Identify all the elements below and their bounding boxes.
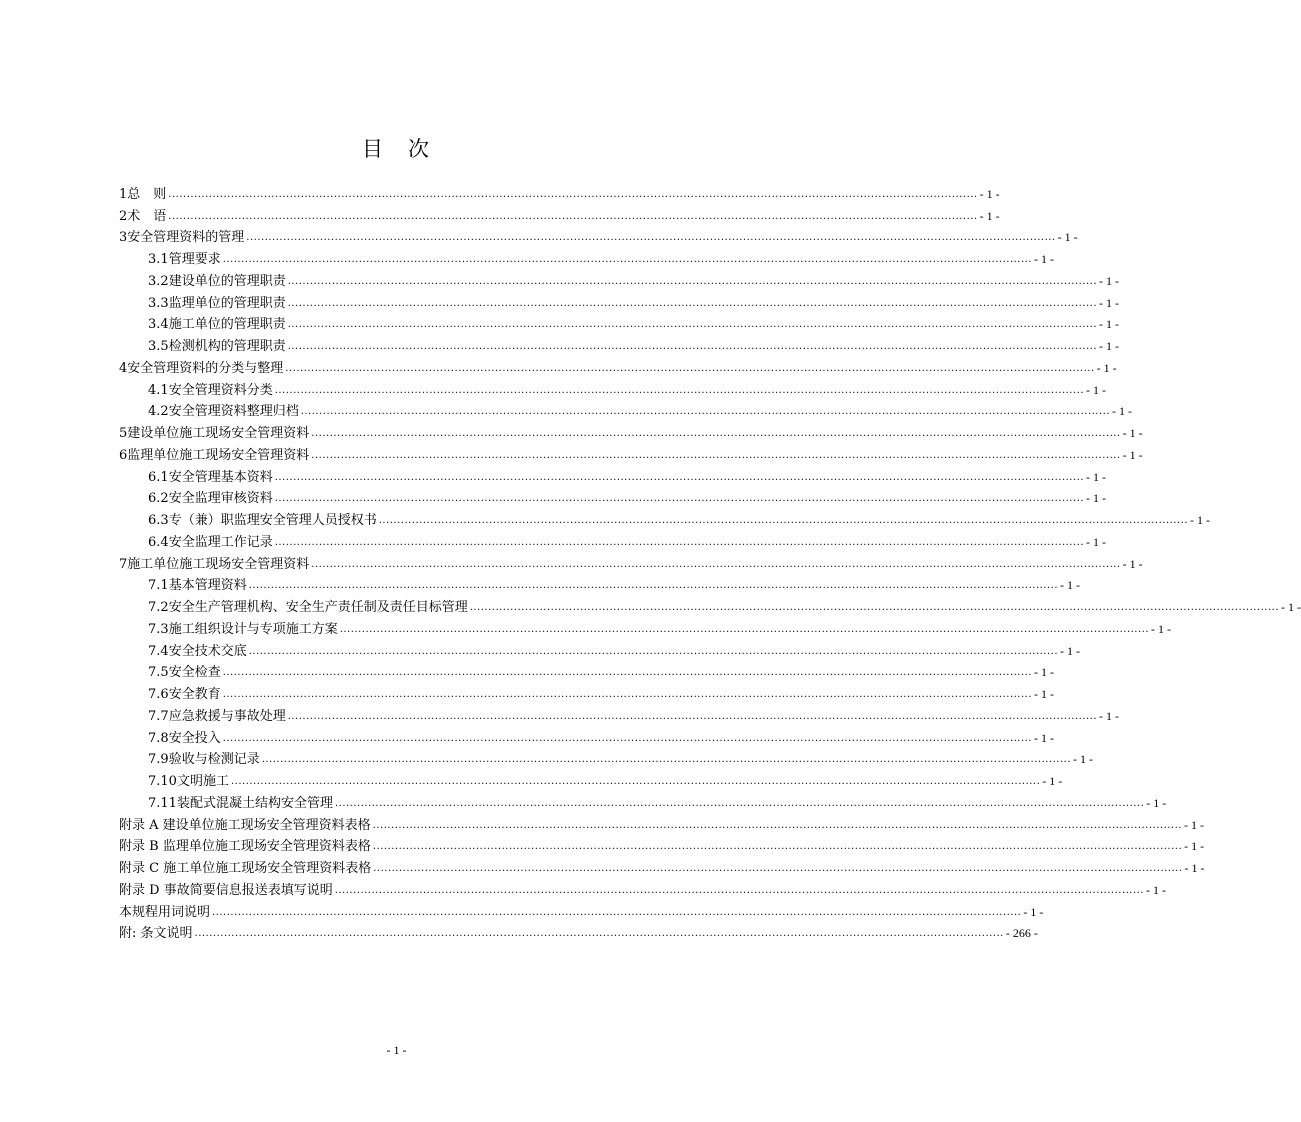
toc-entry-page: - 1 - [1122, 556, 1143, 571]
page-title: 目 次 [362, 137, 431, 161]
toc-entry-page: - 1 - [1099, 295, 1120, 310]
toc-entry-page: - 1 - [1086, 382, 1107, 397]
toc-entry-number: 7.11 [148, 795, 177, 811]
toc-entry[interactable] [119, 813, 1204, 835]
toc-entry[interactable] [119, 595, 1301, 617]
toc-entry-page: - 1 - [1122, 426, 1143, 440]
toc-entry-page: - 1 - [1281, 600, 1301, 614]
toc-leader-dots: ............................................................................................................................................................................................................................ [287, 275, 1098, 287]
toc-entry-number: 4.2 [148, 404, 169, 420]
toc-entry-page: - 1 - [1034, 687, 1055, 701]
toc-entry-page: - 1 - [1086, 491, 1107, 506]
toc-entry-number: 7.3 [148, 621, 169, 637]
toc-entry-title: 监理单位施工现场安全管理资料 [127, 447, 310, 463]
toc-entry-number: 3.4 [148, 317, 169, 333]
toc-entry-number: 6.2 [148, 491, 169, 507]
toc-leader-dots: ............................................................................................................................................................................................................................ [222, 689, 1033, 700]
toc-entry-number: 4 [119, 360, 128, 376]
toc-entry-title: 安全管理资料整理归档 [168, 404, 299, 420]
toc-entry-title: 安全管理资料的管理 [127, 230, 245, 246]
toc-entry-page: - 1 - [1099, 708, 1120, 723]
toc-entry[interactable] [119, 421, 1143, 443]
toc-entry[interactable] [119, 748, 1094, 770]
toc-entry-title: 安全管理基本资料 [168, 469, 273, 485]
toc-leader-dots: ............................................................................................................................................................................................................................ [469, 602, 1280, 613]
toc-entry-page: - 1 - [1099, 273, 1120, 288]
toc-entry-page: - 1 - [1034, 730, 1055, 745]
toc-entry-page: - 1 - [1023, 904, 1044, 919]
toc-entry-number: 7.2 [148, 600, 169, 615]
toc-leader-dots: ............................................................................................................................................................................................................................ [311, 558, 1121, 570]
toc-entry-page: - 1 - [1060, 643, 1081, 658]
toc-entry-number: 7 [119, 556, 128, 572]
toc-leader-dots: ............................................................................................................................................................................................................................ [311, 428, 1121, 439]
toc-entry-page: - 1 - [1099, 339, 1120, 353]
toc-entry[interactable] [119, 247, 1055, 269]
toc-entry[interactable] [119, 639, 1081, 661]
toc-entry-title: 安全管理资料分类 [168, 382, 273, 398]
toc-leader-dots: ............................................................................................................................................................................................................................ [372, 841, 1183, 853]
toc-entry-title: 本规程用词说明 [119, 904, 211, 920]
toc-entry-title: 安全投入 [168, 730, 221, 746]
toc-entry[interactable] [119, 922, 1038, 944]
toc-entry-title: 应急救援与事故处理 [168, 708, 286, 724]
toc-entry-number: 2 [119, 208, 128, 224]
toc-entry-page: - 1 - [1151, 621, 1172, 636]
toc-entry-title: 总 则 [127, 186, 167, 202]
toc-entry-page: - 266 - [1005, 926, 1038, 941]
toc-entry-title: 施工单位的管理职责 [168, 317, 286, 333]
toc-entry-page: - 1 - [1086, 534, 1107, 549]
toc-entry-page: - 1 - [1086, 469, 1107, 484]
toc-leader-dots: ............................................................................................................................................................................................................................ [194, 928, 1004, 940]
toc-leader-dots: ............................................................................................................................................................................................................................ [230, 776, 1041, 787]
toc-entry-title: 验收与检测记录 [168, 752, 260, 768]
toc-entry-page: - 1 - [1184, 861, 1205, 875]
toc-entry-title: 附录 C 施工单位施工现场安全管理资料表格 [119, 861, 372, 876]
toc-entry-number: 7.8 [148, 730, 169, 746]
toc-entry-number: 7.7 [148, 708, 169, 724]
toc-entry-page: - 1 - [1112, 404, 1133, 419]
toc-entry[interactable] [119, 791, 1167, 813]
toc-entry-number: 7.9 [148, 752, 169, 768]
toc-entry-title: 监理单位的管理职责 [168, 295, 286, 311]
toc-entry[interactable] [119, 400, 1133, 422]
toc-entry[interactable] [119, 334, 1120, 356]
toc-entry[interactable] [119, 269, 1120, 291]
toc-leader-dots: ............................................................................................................................................................................................................................ [287, 297, 1098, 309]
toc-entry[interactable] [119, 530, 1107, 552]
toc-entry[interactable] [119, 704, 1120, 726]
toc-entry-title: 附录 B 监理单位施工现场安全管理资料表格 [119, 839, 371, 855]
toc-entry[interactable] [119, 356, 1117, 378]
toc-entry-number: 7.5 [148, 665, 169, 681]
toc-entry-page: - 1 - [1183, 817, 1204, 832]
toc-leader-dots: ............................................................................................................................................................................................................................ [246, 232, 1056, 244]
toc-entry-title: 检测机构的管理职责 [168, 339, 286, 354]
toc-entry-number: 5 [119, 426, 128, 441]
toc-entry-title: 术 语 [127, 208, 167, 224]
toc-entry-title: 安全检查 [168, 665, 221, 681]
toc-entry-number: 3 [119, 230, 128, 246]
toc-entry-number: 3.5 [148, 339, 169, 354]
toc-entry[interactable] [119, 291, 1120, 313]
toc-entry-number: 3.1 [148, 252, 169, 267]
toc-leader-dots: ............................................................................................................................................................................................................................ [378, 515, 1189, 526]
toc-entry-page: - 1 - [1184, 839, 1205, 854]
toc-leader-dots: ............................................................................................................................................................................................................................ [311, 449, 1121, 461]
toc-entry-title: 附录 A 建设单位施工现场安全管理资料表格 [119, 817, 371, 833]
toc-entry-title: 建设单位施工现场安全管理资料 [127, 426, 310, 441]
toc-entry-page: - 1 - [1057, 230, 1078, 245]
toc-entry-number: 7.1 [148, 578, 169, 594]
toc-entry[interactable] [119, 661, 1055, 683]
toc-entry-title: 文明施工 [176, 774, 229, 789]
toc-entry-number: 7.4 [148, 643, 169, 659]
toc-entry-title: 建设单位的管理职责 [168, 273, 286, 289]
toc-leader-dots: ............................................................................................................................................................................................................................ [334, 797, 1145, 809]
toc-leader-dots: ............................................................................................................................................................................................................................ [274, 493, 1085, 505]
toc-entry[interactable] [119, 378, 1107, 400]
toc-entry[interactable] [119, 552, 1143, 574]
toc-entry-title: 装配式混凝土结构安全管理 [176, 795, 333, 811]
toc-entry[interactable] [119, 487, 1107, 509]
toc-entry-title: 附录 D 事故简要信息报送表填写说明 [119, 882, 333, 898]
toc-entry[interactable] [119, 617, 1172, 639]
toc-entry[interactable] [119, 465, 1107, 487]
toc-entry[interactable] [119, 900, 1044, 922]
toc-entry-title: 附: 条文说明 [119, 926, 193, 942]
toc-leader-dots: ............................................................................................................................................................................................................................ [248, 580, 1059, 592]
toc-entry-page: - 1 - [1034, 252, 1055, 266]
toc-entry-number: 7.10 [148, 774, 177, 789]
toc-entry[interactable] [119, 226, 1078, 248]
toc-entry-number: 6.4 [148, 534, 169, 550]
toc-entry-page: - 1 - [979, 186, 1000, 201]
toc-leader-dots: ............................................................................................................................................................................................................................ [287, 341, 1098, 352]
toc-entry-number: 6 [119, 447, 128, 463]
toc-entry-number: 3.3 [148, 295, 169, 311]
toc-entry-title: 安全教育 [168, 687, 221, 702]
table-of-contents [119, 182, 1301, 943]
toc-entry[interactable] [119, 726, 1055, 748]
toc-leader-dots: ............................................................................................................................................................................................................................ [287, 710, 1098, 722]
toc-entry[interactable] [119, 574, 1081, 596]
toc-leader-dots: ............................................................................................................................................................................................................................ [222, 667, 1033, 679]
toc-entry-title: 基本管理资料 [168, 578, 247, 594]
toc-entry[interactable] [119, 204, 1000, 226]
toc-entry-number: 3.2 [148, 273, 169, 289]
toc-entry[interactable] [119, 769, 1063, 791]
toc-leader-dots: ............................................................................................................................................................................................................................ [285, 362, 1095, 374]
toc-entry-title: 施工单位施工现场安全管理资料 [127, 556, 310, 572]
toc-leader-dots: ............................................................................................................................................................................................................................ [300, 406, 1111, 418]
toc-entry[interactable] [119, 182, 1000, 204]
toc-leader-dots: ............................................................................................................................................................................................................................ [372, 819, 1182, 831]
toc-entry-page: - 1 - [1034, 665, 1055, 680]
toc-entry[interactable] [119, 682, 1055, 704]
toc-entry-number: 4.1 [148, 382, 169, 398]
toc-leader-dots: ............................................................................................................................................................................................................................ [168, 188, 978, 200]
toc-entry[interactable] [119, 443, 1143, 465]
toc-leader-dots: ............................................................................................................................................................................................................................ [248, 645, 1059, 657]
toc-leader-dots: ............................................................................................................................................................................................................................ [168, 210, 978, 222]
toc-leader-dots: ............................................................................................................................................................................................................................ [222, 254, 1033, 265]
toc-entry-page: - 1 - [1099, 317, 1120, 332]
toc-leader-dots: ............................................................................................................................................................................................................................ [261, 754, 1072, 766]
toc-leader-dots: ............................................................................................................................................................................................................................ [274, 536, 1085, 548]
toc-entry-page: - 1 - [1190, 513, 1211, 527]
toc-entry-title: 安全监理工作记录 [168, 534, 273, 550]
toc-leader-dots: ............................................................................................................................................................................................................................ [274, 471, 1085, 483]
toc-leader-dots: ............................................................................................................................................................................................................................ [339, 623, 1150, 635]
toc-leader-dots: ............................................................................................................................................................................................................................ [373, 863, 1183, 874]
toc-entry-number: 6.3 [148, 513, 169, 528]
toc-entry-title: 安全管理资料的分类与整理 [127, 360, 284, 376]
toc-entry-number: 1 [119, 186, 128, 202]
toc-leader-dots: ............................................................................................................................................................................................................................ [334, 884, 1145, 896]
toc-entry-page: - 1 - [1146, 882, 1167, 897]
toc-entry-title: 安全生产管理机构、安全生产责任制及责任目标管理 [168, 600, 468, 615]
toc-leader-dots: ............................................................................................................................................................................................................................ [212, 906, 1022, 918]
toc-entry[interactable] [119, 313, 1120, 335]
toc-entry-page: - 1 - [1060, 578, 1081, 593]
toc-entry-page: - 1 - [1073, 752, 1094, 767]
toc-entry-page: - 1 - [1042, 774, 1063, 788]
toc-entry-title: 管理要求 [168, 252, 221, 267]
toc-leader-dots: ............................................................................................................................................................................................................................ [222, 732, 1033, 744]
toc-entry[interactable] [119, 508, 1211, 530]
toc-entry-page: - 1 - [1122, 447, 1143, 462]
toc-entry-number: 7.6 [148, 687, 169, 702]
toc-entry-title: 安全监理审核资料 [168, 491, 273, 507]
toc-entry-page: - 1 - [1096, 360, 1117, 375]
toc-entry[interactable] [119, 856, 1205, 878]
toc-entry-title: 安全技术交底 [168, 643, 247, 659]
toc-leader-dots: ............................................................................................................................................................................................................................ [287, 319, 1098, 331]
toc-entry[interactable] [119, 835, 1205, 857]
toc-entry-page: - 1 - [979, 208, 1000, 223]
toc-entry-title: 施工组织设计与专项施工方案 [168, 621, 338, 637]
toc-entry-page: - 1 - [1146, 795, 1167, 810]
page-number: - 1 - [386, 1043, 407, 1057]
toc-entry-number: 6.1 [148, 469, 169, 485]
toc-entry-title: 专（兼）职监理安全管理人员授权书 [168, 513, 377, 528]
toc-entry[interactable] [119, 878, 1167, 900]
toc-leader-dots: ............................................................................................................................................................................................................................ [274, 384, 1085, 396]
